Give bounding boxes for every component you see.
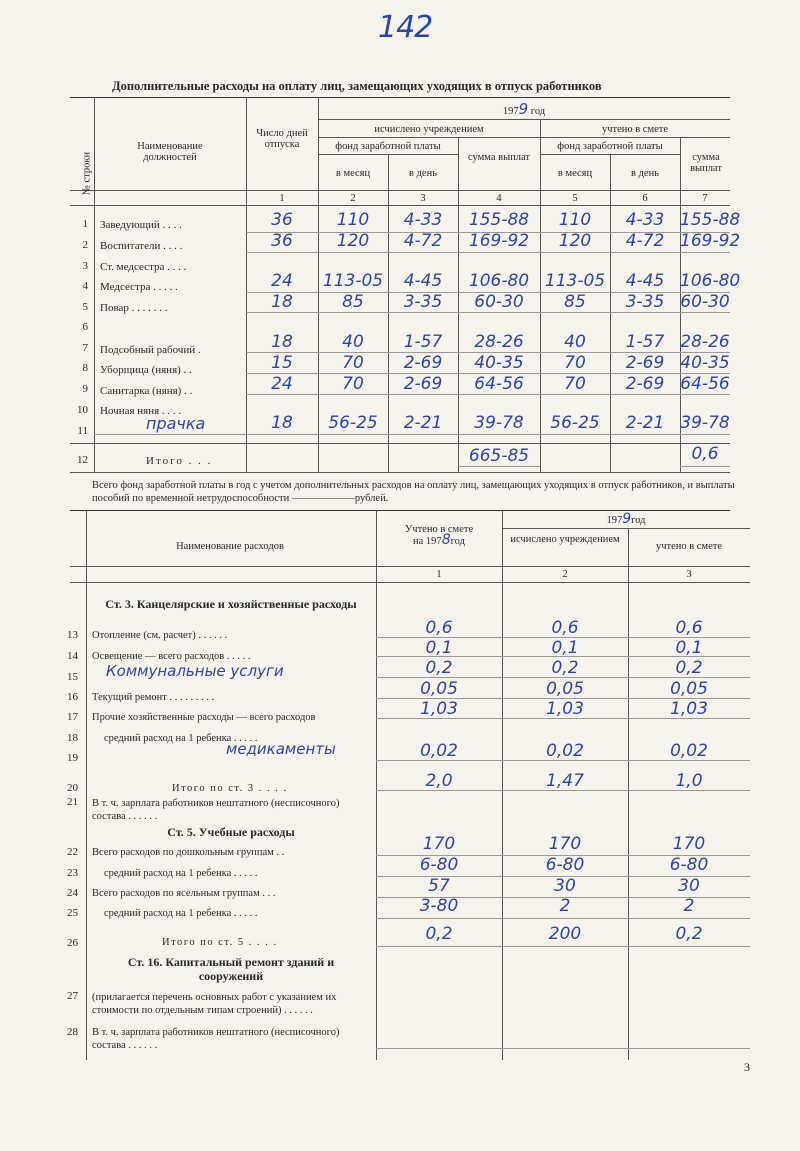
section-5-title: Ст. 5. Учебные расходы bbox=[167, 825, 295, 839]
section-16-title: Ст. 16. Капитальный ремонт зданий и сооружений bbox=[127, 955, 335, 983]
t2-v2: 1,47 bbox=[546, 771, 584, 791]
t2-head-prev-a: Учтено в смете bbox=[404, 524, 474, 535]
t1-c6: 4-45 bbox=[625, 271, 665, 291]
t2-v3: 0,2 bbox=[675, 924, 703, 944]
t2-head-name: Наименование расходов bbox=[176, 541, 284, 552]
t1-row-line bbox=[246, 252, 730, 253]
t1-head-year bbox=[318, 100, 730, 118]
t2-v3: 1,0 bbox=[675, 771, 703, 791]
t1-rule-total-top bbox=[70, 443, 730, 444]
t2-year-print: 197 bbox=[606, 515, 623, 526]
table-row-position: Медсестра . . . . . bbox=[100, 281, 178, 293]
t1-head-rowno: № строки bbox=[81, 151, 93, 196]
expense-name: средний расход на 1 ребенка . . . . . bbox=[104, 868, 258, 879]
t1-c2: 70 bbox=[342, 353, 364, 373]
table-row-position: Воспитатели . . . . bbox=[100, 240, 183, 252]
t2-v1: 0,2 bbox=[425, 658, 453, 678]
table-row-position: Подсобный рабочий . bbox=[100, 344, 201, 356]
t1-days: 24 bbox=[271, 271, 293, 291]
t1-c6: 2-21 bbox=[625, 413, 665, 433]
t1-c3: 4-33 bbox=[403, 210, 443, 230]
t2-v2: 200 bbox=[548, 924, 582, 944]
t1-c2: 56-25 bbox=[328, 413, 378, 433]
table-row-number: 18 bbox=[67, 732, 78, 744]
t1-c3: 4-45 bbox=[403, 271, 443, 291]
t1-row-line bbox=[246, 394, 730, 395]
table-row-number: 2 bbox=[82, 239, 88, 251]
t1-c7: 169-92 bbox=[680, 231, 741, 251]
t1-c2: 113-05 bbox=[322, 271, 384, 291]
t2-row-line bbox=[376, 1048, 750, 1049]
t2-rule-colnums-bottom bbox=[70, 582, 750, 583]
t1-head-position: Наименование должностей bbox=[137, 141, 203, 163]
expense-name: Отопление (см. расчет) . . . . . . bbox=[92, 630, 228, 641]
t1-rule-colnums-bottom bbox=[70, 205, 730, 206]
t1-c2: 120 bbox=[336, 231, 370, 251]
t1-c4: 169-92 bbox=[468, 231, 530, 251]
t2-v3: 0,6 bbox=[675, 618, 703, 638]
table-row-number: 6 bbox=[82, 321, 88, 333]
t2-v1: 0,05 bbox=[420, 679, 458, 699]
t1-head-sum-a: сумма выплат bbox=[468, 152, 530, 163]
t1-rule-groups bbox=[318, 137, 730, 138]
t1-colnum: 4 bbox=[496, 193, 502, 204]
expense-name: Всего расходов по ясельным группам . . . bbox=[92, 888, 276, 899]
t2-col-rule-4 bbox=[628, 528, 629, 1060]
expense-name: В т. ч. зарплата работников нештатного (несписочного) состава . . . . . . bbox=[92, 798, 340, 822]
t1-c3: 1-57 bbox=[403, 332, 443, 352]
t1-c6: 2-69 bbox=[625, 353, 665, 373]
t1-head-days: Число дней отпуска bbox=[256, 128, 308, 150]
t1-rule-year bbox=[318, 119, 730, 120]
t2-year-suffix: год bbox=[631, 515, 646, 526]
t2-v3: 1,03 bbox=[670, 699, 708, 719]
t2-v2: 6-80 bbox=[545, 855, 585, 875]
t1-c5: 70 bbox=[564, 353, 586, 373]
t2-v2: 0,02 bbox=[546, 741, 584, 761]
t1-days: 18 bbox=[271, 332, 293, 352]
t1-c3: 2-21 bbox=[403, 413, 443, 433]
t2-head-year bbox=[502, 511, 750, 527]
t2-rule-colnums-top bbox=[70, 566, 750, 567]
t1-head-computed: исчислено учреждением bbox=[374, 124, 484, 135]
table-row-position: Заведующий . . . . bbox=[100, 219, 182, 231]
table-row-number: 27 bbox=[67, 990, 78, 1002]
table-row-number: 1 bbox=[82, 218, 88, 230]
t1-total-estimate: 0,6 bbox=[691, 444, 719, 464]
t2-v3: 6-80 bbox=[669, 855, 709, 875]
t2-v3: 0,05 bbox=[670, 679, 708, 699]
table-row-position: Ночная няня . . . . bbox=[100, 405, 182, 417]
section-3-title: Ст. 3. Канцелярские и хозяйственные расходы bbox=[105, 597, 357, 611]
t1-colnum: 6 bbox=[642, 193, 648, 204]
table-row-number: 5 bbox=[82, 301, 88, 313]
t1-head-fund-b: фонд заработной платы bbox=[557, 141, 663, 152]
t1-c5: 110 bbox=[558, 210, 592, 230]
t1-c5: 56-25 bbox=[550, 413, 600, 433]
table-row-number: 21 bbox=[67, 796, 78, 808]
t1-c5: 70 bbox=[564, 374, 586, 394]
t1-c6: 1-57 bbox=[625, 332, 665, 352]
t2-head-prev-c: год bbox=[450, 536, 465, 547]
table-row-number: 24 bbox=[67, 887, 78, 899]
t2-v3: 30 bbox=[678, 876, 700, 896]
table-row-number: 12 bbox=[77, 454, 88, 466]
t2-row-line bbox=[376, 946, 750, 947]
t2-v1: 0,6 bbox=[425, 618, 453, 638]
expense-name: средний расход на 1 ребенка . . . . . bbox=[104, 908, 258, 919]
table-row-number: 19 bbox=[67, 752, 78, 764]
t1-c5: 113-05 bbox=[544, 271, 606, 291]
t2-v3: 0,2 bbox=[675, 658, 703, 678]
t1-total-sum: 665-85 bbox=[468, 446, 530, 466]
t2-colnum: 3 bbox=[686, 569, 692, 580]
t2-v1: 2,0 bbox=[425, 771, 453, 791]
t2-v2: 0,2 bbox=[551, 658, 579, 678]
table-row-position: Ст. медсестра . . . . bbox=[100, 261, 187, 273]
expense-name: средний расход на 1 ребенка . . . . . bbox=[104, 733, 258, 744]
expense-name-hw: Коммунальные услуги bbox=[106, 662, 284, 680]
table-row-number: 8 bbox=[82, 362, 88, 374]
t2-v2: 0,1 bbox=[551, 638, 579, 658]
table-row-number: 10 bbox=[77, 404, 88, 416]
t2-head-prev bbox=[380, 524, 498, 547]
t2-head-computed: исчислено учреждением bbox=[510, 534, 620, 545]
t2-v1: 57 bbox=[428, 876, 450, 896]
expense-name: Всего расходов по дошкольным группам . . bbox=[92, 847, 285, 858]
t1-c2: 40 bbox=[342, 332, 364, 352]
t1-row-line bbox=[458, 466, 540, 467]
t1-c6: 4-33 bbox=[625, 210, 665, 230]
t2-v3: 170 bbox=[672, 834, 706, 854]
t1-top-rule bbox=[70, 97, 730, 98]
t2-v1: 0,2 bbox=[425, 924, 453, 944]
t1-c5: 85 bbox=[564, 292, 586, 312]
t2-v3: 0,02 bbox=[670, 741, 708, 761]
t2-head-prev-hw: 8 bbox=[441, 532, 451, 548]
t1-c5: 120 bbox=[558, 231, 592, 251]
t1-c7: 64-56 bbox=[680, 374, 730, 394]
t2-head-prev-b: на 197 bbox=[413, 536, 442, 547]
table-row-number: 15 bbox=[67, 671, 78, 683]
t1-row-line bbox=[680, 466, 730, 467]
t1-head-month-b: в месяц bbox=[557, 168, 593, 179]
table1-title: Дополнительные расходы на оплату лиц, замещающих уходящих в отпуск работников bbox=[112, 79, 602, 93]
t1-c3: 3-35 bbox=[403, 292, 443, 312]
table-row-position: Уборщица (няня) . . bbox=[100, 364, 192, 376]
t1-c2: 70 bbox=[342, 374, 364, 394]
t2-head-estimated: учтено в смете bbox=[655, 541, 723, 552]
table-row-number: 23 bbox=[67, 867, 78, 879]
t2-v2: 2 bbox=[559, 896, 571, 916]
t2-colnum: 1 bbox=[436, 569, 442, 580]
t2-v2: 1,03 bbox=[546, 699, 584, 719]
t1-head-day-b: в день bbox=[631, 168, 659, 179]
table1-total-label: Итого . . . bbox=[146, 455, 213, 467]
t1-colnum: 2 bbox=[350, 193, 356, 204]
t1-c7: 106-80 bbox=[680, 271, 741, 291]
t1-head-fund-a: фонд заработной платы bbox=[335, 141, 441, 152]
t2-v1: 1,03 bbox=[420, 699, 458, 719]
t1-c3: 4-72 bbox=[403, 231, 443, 251]
table-row-number: 17 bbox=[67, 711, 78, 723]
t1-c7: 39-78 bbox=[680, 413, 730, 433]
t2-v3: 0,1 bbox=[675, 638, 703, 658]
expense-name: Освещение — всего расходов . . . . . bbox=[92, 651, 251, 662]
t2-v2: 30 bbox=[554, 876, 576, 896]
t1-head-estimated: учтено в смете bbox=[601, 124, 669, 135]
t2-v3: 2 bbox=[683, 896, 695, 916]
t2-v2: 0,05 bbox=[546, 679, 584, 699]
t1-c4: 39-78 bbox=[474, 413, 524, 433]
t1-year-print: 197 bbox=[502, 106, 519, 117]
t2-col-rule-1 bbox=[86, 510, 87, 1060]
t2-row-line bbox=[376, 918, 750, 919]
t1-head-sum-b: сумма выплат bbox=[690, 152, 722, 174]
table-row-number: 13 bbox=[67, 629, 78, 641]
t1-c2: 85 bbox=[342, 292, 364, 312]
table-row-number: 16 bbox=[67, 691, 78, 703]
t1-c4: 60-30 bbox=[474, 292, 524, 312]
t1-c6: 4-72 bbox=[625, 231, 665, 251]
t1-c5: 40 bbox=[564, 332, 586, 352]
t1-days: 36 bbox=[271, 210, 293, 230]
table-row-number: 9 bbox=[82, 383, 88, 395]
table-row-number: 14 bbox=[67, 650, 78, 662]
t1-c7: 60-30 bbox=[680, 292, 730, 312]
t1-c7: 40-35 bbox=[680, 353, 730, 373]
t1-row-line bbox=[94, 434, 730, 435]
t1-c2: 110 bbox=[336, 210, 370, 230]
table-row-position: Санитарка (няня) . . bbox=[100, 385, 193, 397]
t2-rule-year bbox=[502, 528, 750, 529]
t2-v1: 170 bbox=[422, 834, 456, 854]
t1-days: 18 bbox=[271, 413, 293, 433]
table-row-number: 7 bbox=[82, 342, 88, 354]
section-3-total-label: Итого по ст. 3 . . . . bbox=[172, 783, 288, 794]
t1-row-line bbox=[246, 312, 730, 313]
table-row-number: 25 bbox=[67, 907, 78, 919]
t1-colnum: 1 bbox=[279, 193, 285, 204]
t1-c4: 40-35 bbox=[474, 353, 524, 373]
expense-name: В т. ч. зарплата работников нештатного (несписочного) состава . . . . . . bbox=[92, 1027, 340, 1051]
t1-days: 24 bbox=[271, 374, 293, 394]
section-5-total-label: Итого по ст. 5 . . . . bbox=[162, 937, 278, 948]
expense-name: Прочие хозяйственные расходы — всего расходов bbox=[92, 712, 316, 723]
table-row-position-hw: прачка bbox=[146, 414, 206, 433]
table-row-number: 4 bbox=[82, 280, 88, 292]
t1-head-month-a: в месяц bbox=[335, 168, 371, 179]
t1-rule-colnums-top bbox=[70, 190, 730, 191]
t1-days: 18 bbox=[271, 292, 293, 312]
table-row-number: 11 bbox=[77, 425, 88, 437]
table-row-number: 28 bbox=[67, 1026, 78, 1038]
t1-c4: 64-56 bbox=[474, 374, 524, 394]
table-row-number: 20 bbox=[67, 782, 78, 794]
t2-colnum: 2 bbox=[562, 569, 568, 580]
t1-c6: 3-35 bbox=[625, 292, 665, 312]
t1-c3: 2-69 bbox=[403, 374, 443, 394]
t1-c7: 155-88 bbox=[680, 210, 741, 230]
table-row-number: 3 bbox=[82, 260, 88, 272]
t1-c7: 28-26 bbox=[680, 332, 730, 352]
t1-days: 36 bbox=[271, 231, 293, 251]
t2-v1: 0,1 bbox=[425, 638, 453, 658]
table-row-number: 22 bbox=[67, 846, 78, 858]
table-row-position: Повар . . . . . . . bbox=[100, 302, 168, 314]
t1-days: 15 bbox=[271, 353, 293, 373]
t2-v1: 6-80 bbox=[419, 855, 459, 875]
t1-colnum: 7 bbox=[702, 193, 708, 204]
t1-colnum: 5 bbox=[572, 193, 578, 204]
t1-c3: 2-69 bbox=[403, 353, 443, 373]
t2-v1: 3-80 bbox=[419, 896, 459, 916]
table-row-number: 26 bbox=[67, 937, 78, 949]
t1-c4: 28-26 bbox=[474, 332, 524, 352]
t2-year-hw: 9 bbox=[622, 511, 632, 527]
handwritten-page-number: 142 bbox=[378, 10, 433, 45]
expense-name: (прилагается перечень основных работ с указанием их стоимости по отдельным типам строений) . . . . . . bbox=[92, 992, 337, 1016]
expense-name: Текущий ремонт . . . . . . . . . bbox=[92, 692, 215, 703]
t1-head-day-a: в день bbox=[409, 168, 437, 179]
t2-v2: 0,6 bbox=[551, 618, 579, 638]
footer-page-number: 3 bbox=[744, 1060, 750, 1074]
t1-col-rule-1 bbox=[94, 97, 95, 472]
t1-year-suffix: год bbox=[530, 106, 546, 117]
t1-colnum: 3 bbox=[420, 193, 426, 204]
t1-c4: 106-80 bbox=[468, 271, 530, 291]
t1-c6: 2-69 bbox=[625, 374, 665, 394]
t2-v1: 0,02 bbox=[420, 741, 458, 761]
t1-rule-bottom bbox=[70, 472, 730, 473]
wage-fund-note: Всего фонд заработной платы в год с учетом дополнительных расходов на оплату лиц, замещающих уходящих в отпуск работников, и выплаты пособий по временной нетрудоспособности ——————рублей. bbox=[92, 480, 735, 504]
t2-v2: 170 bbox=[548, 834, 582, 854]
expense-name-hw: медикаменты bbox=[226, 740, 336, 758]
t1-c4: 155-88 bbox=[468, 210, 530, 230]
t1-year-hw: 9 bbox=[518, 100, 529, 118]
